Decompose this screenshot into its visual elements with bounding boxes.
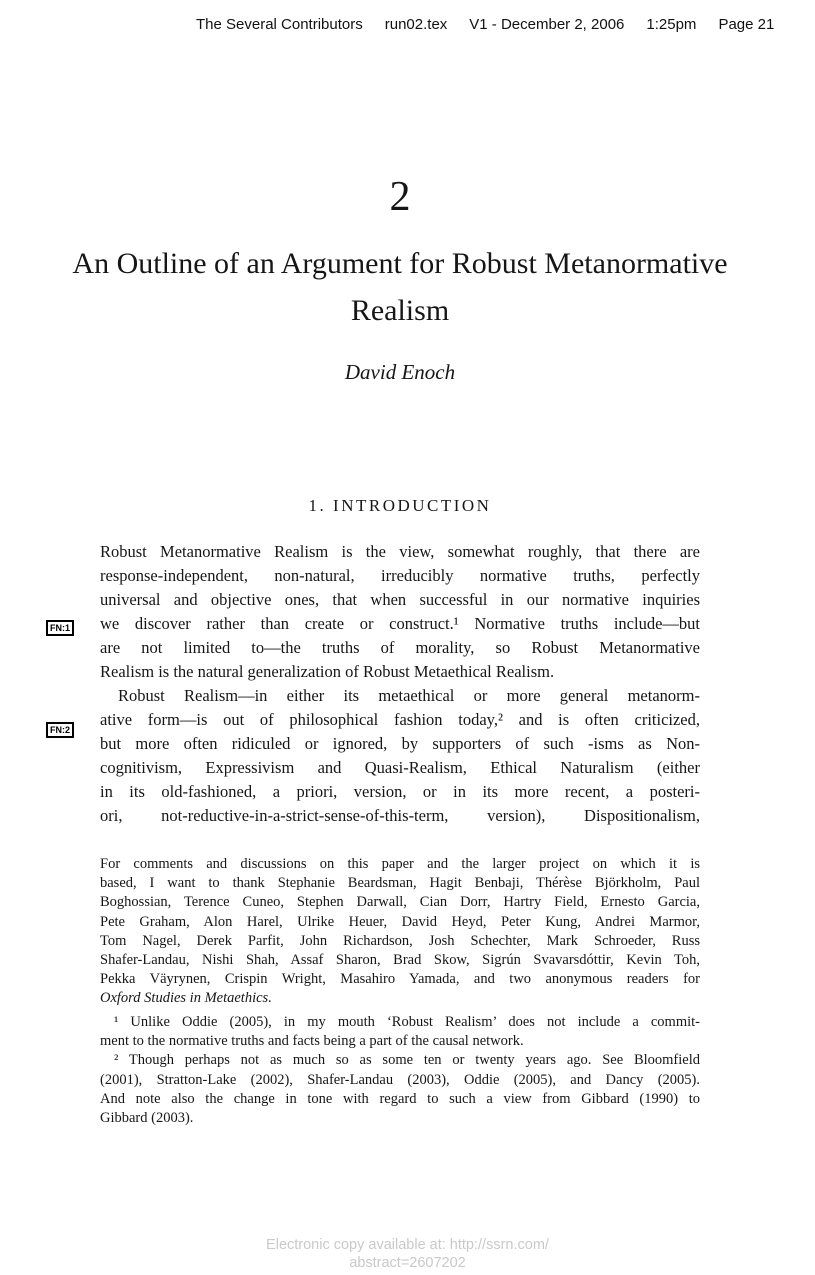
watermark-line-1: Electronic copy available at: http://ssrn.com/ [266, 1237, 549, 1253]
footnote-2 [100, 1051, 700, 1128]
text-line: are not limited to—the truths of morality, so Robust Metanormative [100, 638, 700, 657]
text-line: in its old-fashioned, a priori, version, or in its more recent, a posteri- [100, 782, 700, 801]
text-line: run02.tex [384, 16, 448, 33]
running-header [196, 16, 774, 33]
author-name: David Enoch [344, 360, 456, 384]
text-line: (2001), Stratton-Lake (2002), Shafer-Landau (2003), Oddie (2005), and Dancy (2005). [100, 1071, 700, 1088]
text-line: Realism is the natural generalization of Robust Metaethical Realism. [100, 662, 555, 681]
text-line: Oxford Studies in Metaethics. [100, 990, 272, 1007]
text-line: ² Though perhaps not as much so as some ten or twenty years ago. See Bloomfield [114, 1052, 700, 1069]
margin-note-fn2: FN:2 [46, 722, 74, 738]
text-line: Pekka Väyrynen, Crispin Wright, Masahiro Yamada, and two anonymous readers for [100, 971, 700, 988]
text-line: response-independent, non-natural, irreducibly normative truths, perfectly [100, 566, 700, 585]
text-line: The Several Contributors [196, 16, 363, 33]
text-line: cognitivism, Expressivism and Quasi-Realism, Ethical Naturalism (either [100, 758, 700, 777]
text-line: And note also the change in tone with regard to such a view from Gibbard (1990) to [100, 1090, 700, 1107]
watermark-line-2: abstract=2607202 [349, 1255, 466, 1271]
text-line: Page 21 [718, 16, 775, 33]
text-line: 1:25pm [646, 16, 697, 33]
footnotes [100, 1013, 700, 1128]
chapter-number: 2 [389, 174, 411, 220]
text-line: Gibbard (2003). [100, 1110, 194, 1127]
text-line: based, I want to thank Stephanie Beardsman, Hagit Benbaji, Thérèse Björkholm, Paul [100, 875, 700, 892]
acknowledgment-note [100, 855, 700, 1009]
text-line: ative form—is out of philosophical fashion today,² and is often criticized, [100, 710, 700, 729]
body-text [100, 540, 700, 828]
ssrn-watermark [0, 1236, 815, 1272]
text-line: Robust Metanormative Realism is the view, somewhat roughly, that there are [100, 542, 700, 561]
text-line: ment to the normative truths and facts being a part of the causal network. [100, 1033, 524, 1050]
text-line: Boghossian, Terence Cuneo, Stephen Darwall, Cian Dorr, Hartry Field, Ernesto Garcia, [100, 894, 700, 911]
paragraph-2 [100, 684, 700, 828]
footnote-1 [100, 1013, 700, 1051]
paragraph-1 [100, 540, 700, 684]
text-line: we discover rather than create or construct.¹ Normative truths include—but [100, 614, 700, 633]
section-heading: 1. INTRODUCTION [308, 496, 492, 515]
text-line: ¹ Unlike Oddie (2005), in my mouth ‘Robust Realism’ does not include a commit- [114, 1014, 700, 1030]
text-line: but more often ridiculed or ignored, by supporters of such -isms as Non- [100, 734, 700, 753]
chapter-title: An Outline of an Argument for Robust Metanormative Realism [72, 247, 728, 327]
text-line: Pete Graham, Alon Harel, Ulrike Heuer, David Heyd, Peter Kung, Andrei Marmor, [100, 913, 700, 930]
margin-note-fn1: FN:1 [46, 620, 74, 636]
text-line: Tom Nagel, Derek Parfit, John Richardson, Josh Schechter, Mark Schroeder, Russ [100, 932, 700, 949]
text-line: For comments and discussions on this paper and the larger project on which it is [100, 856, 700, 872]
text-line: V1 - December 2, 2006 [469, 16, 625, 33]
text-line: Shafer-Landau, Nishi Shah, Assaf Sharon, Brad Skow, Sigrún Svavarsdóttir, Kevin Toh, [100, 952, 700, 969]
text-line: Robust Realism—in either its metaethical or more general metanorm- [118, 686, 700, 705]
text-line: universal and objective ones, that when successful in our normative inquiries [100, 590, 700, 609]
text-line: ori, not-reductive-in-a-strict-sense-of-this-term, version), Dispositionalism, [100, 806, 700, 825]
